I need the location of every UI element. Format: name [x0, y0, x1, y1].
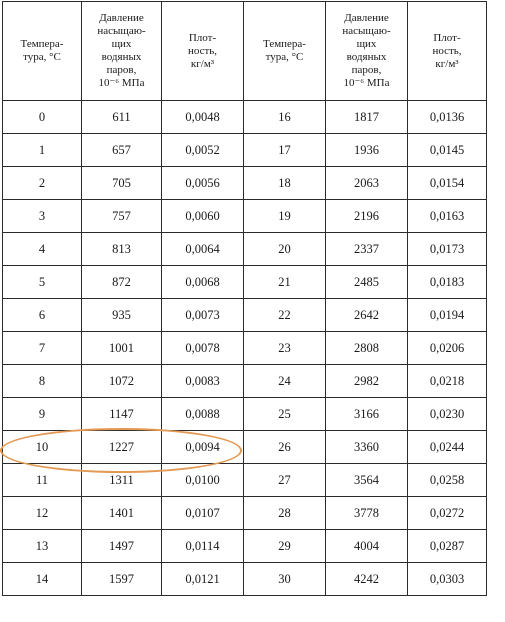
cell-pressure-left: 1147: [82, 398, 162, 431]
cell-density-right: 0,0163: [408, 200, 487, 233]
table-row: [3, 332, 487, 365]
table-row: [3, 200, 487, 233]
table-row: [3, 134, 487, 167]
header-pressure-right: Давление насыщаю- щих водяных паров, 10⁻⁶ МПа: [326, 2, 408, 101]
cell-pressure-left: 611: [82, 101, 162, 134]
table-row: [3, 530, 487, 563]
cell-density-right: 0,0206: [408, 332, 487, 365]
table-row: [3, 167, 487, 200]
table-header-row: [3, 2, 487, 101]
cell-pressure-left: 1227: [82, 431, 162, 464]
cell-density-right: 0,0154: [408, 167, 487, 200]
header-density-left: Плот- ность, кг/м³: [162, 2, 244, 101]
cell-pressure-right: 3360: [326, 431, 408, 464]
cell-pressure-right: 2063: [326, 167, 408, 200]
cell-pressure-left: 1401: [82, 497, 162, 530]
cell-temperature-left: 14: [3, 563, 82, 596]
table-row: [3, 299, 487, 332]
cell-pressure-left: 1001: [82, 332, 162, 365]
cell-temperature-left: 0: [3, 101, 82, 134]
cell-pressure-left: 1072: [82, 365, 162, 398]
cell-pressure-left: 935: [82, 299, 162, 332]
cell-pressure-right: 4242: [326, 563, 408, 596]
cell-temperature-left: 1: [3, 134, 82, 167]
cell-pressure-left: 705: [82, 167, 162, 200]
table-row: [3, 464, 487, 497]
cell-temperature-left: 12: [3, 497, 82, 530]
cell-pressure-right: 2485: [326, 266, 408, 299]
cell-density-right: 0,0244: [408, 431, 487, 464]
cell-density-left: 0,0107: [162, 497, 244, 530]
cell-temperature-right: 25: [244, 398, 326, 431]
cell-temperature-left: 9: [3, 398, 82, 431]
cell-pressure-left: 757: [82, 200, 162, 233]
cell-density-left: 0,0052: [162, 134, 244, 167]
cell-density-right: 0,0230: [408, 398, 487, 431]
header-density-right: Плот- ность, кг/м³: [408, 2, 487, 101]
cell-temperature-right: 19: [244, 200, 326, 233]
cell-pressure-right: 4004: [326, 530, 408, 563]
cell-temperature-right: 22: [244, 299, 326, 332]
cell-density-left: 0,0094: [162, 431, 244, 464]
cell-pressure-right: 2337: [326, 233, 408, 266]
cell-temperature-left: 8: [3, 365, 82, 398]
table-row: [3, 563, 487, 596]
cell-temperature-left: 11: [3, 464, 82, 497]
cell-temperature-right: 24: [244, 365, 326, 398]
cell-temperature-right: 21: [244, 266, 326, 299]
cell-pressure-left: 813: [82, 233, 162, 266]
cell-density-left: 0,0056: [162, 167, 244, 200]
cell-pressure-right: 3564: [326, 464, 408, 497]
cell-pressure-right: 2642: [326, 299, 408, 332]
cell-temperature-right: 23: [244, 332, 326, 365]
cell-density-right: 0,0145: [408, 134, 487, 167]
cell-pressure-right: 2808: [326, 332, 408, 365]
cell-temperature-left: 6: [3, 299, 82, 332]
header-temperature-right: Темпера- тура, °С: [244, 2, 326, 101]
cell-pressure-left: 1497: [82, 530, 162, 563]
cell-pressure-left: 1597: [82, 563, 162, 596]
cell-temperature-right: 29: [244, 530, 326, 563]
cell-pressure-right: 1936: [326, 134, 408, 167]
cell-density-left: 0,0068: [162, 266, 244, 299]
cell-pressure-right: 3778: [326, 497, 408, 530]
cell-density-right: 0,0272: [408, 497, 487, 530]
cell-density-right: 0,0173: [408, 233, 487, 266]
cell-density-left: 0,0121: [162, 563, 244, 596]
cell-temperature-right: 26: [244, 431, 326, 464]
cell-temperature-left: 3: [3, 200, 82, 233]
cell-temperature-right: 27: [244, 464, 326, 497]
table-row: [3, 101, 487, 134]
table-row: [3, 266, 487, 299]
cell-temperature-left: 7: [3, 332, 82, 365]
table-row: [3, 365, 487, 398]
cell-density-left: 0,0073: [162, 299, 244, 332]
table-row: [3, 398, 487, 431]
cell-pressure-right: 1817: [326, 101, 408, 134]
cell-density-left: 0,0060: [162, 200, 244, 233]
table-row: [3, 233, 487, 266]
cell-density-left: 0,0064: [162, 233, 244, 266]
cell-density-right: 0,0194: [408, 299, 487, 332]
cell-temperature-right: 20: [244, 233, 326, 266]
cell-density-left: 0,0078: [162, 332, 244, 365]
cell-pressure-left: 1311: [82, 464, 162, 497]
cell-pressure-right: 3166: [326, 398, 408, 431]
cell-density-left: 0,0048: [162, 101, 244, 134]
cell-density-right: 0,0258: [408, 464, 487, 497]
cell-temperature-left: 4: [3, 233, 82, 266]
cell-density-right: 0,0218: [408, 365, 487, 398]
cell-density-left: 0,0088: [162, 398, 244, 431]
table-body: [3, 101, 487, 596]
cell-density-left: 0,0114: [162, 530, 244, 563]
cell-pressure-left: 657: [82, 134, 162, 167]
cell-density-right: 0,0183: [408, 266, 487, 299]
cell-density-left: 0,0100: [162, 464, 244, 497]
table-row: [3, 497, 487, 530]
table-row: [3, 431, 487, 464]
cell-temperature-right: 18: [244, 167, 326, 200]
cell-temperature-right: 30: [244, 563, 326, 596]
cell-temperature-right: 17: [244, 134, 326, 167]
cell-temperature-left: 13: [3, 530, 82, 563]
header-temperature-left: Темпера- тура, °С: [3, 2, 82, 101]
cell-pressure-right: 2982: [326, 365, 408, 398]
cell-temperature-left: 5: [3, 266, 82, 299]
cell-density-left: 0,0083: [162, 365, 244, 398]
cell-temperature-right: 28: [244, 497, 326, 530]
cell-density-right: 0,0287: [408, 530, 487, 563]
cell-temperature-left: 10: [3, 431, 82, 464]
cell-density-right: 0,0303: [408, 563, 487, 596]
cell-temperature-left: 2: [3, 167, 82, 200]
header-pressure-left: Давление насыщаю- щих водяных паров, 10⁻⁶ МПа: [82, 2, 162, 101]
cell-density-right: 0,0136: [408, 101, 487, 134]
cell-temperature-right: 16: [244, 101, 326, 134]
cell-pressure-left: 872: [82, 266, 162, 299]
cell-pressure-right: 2196: [326, 200, 408, 233]
vapor-pressure-table: [2, 1, 487, 596]
